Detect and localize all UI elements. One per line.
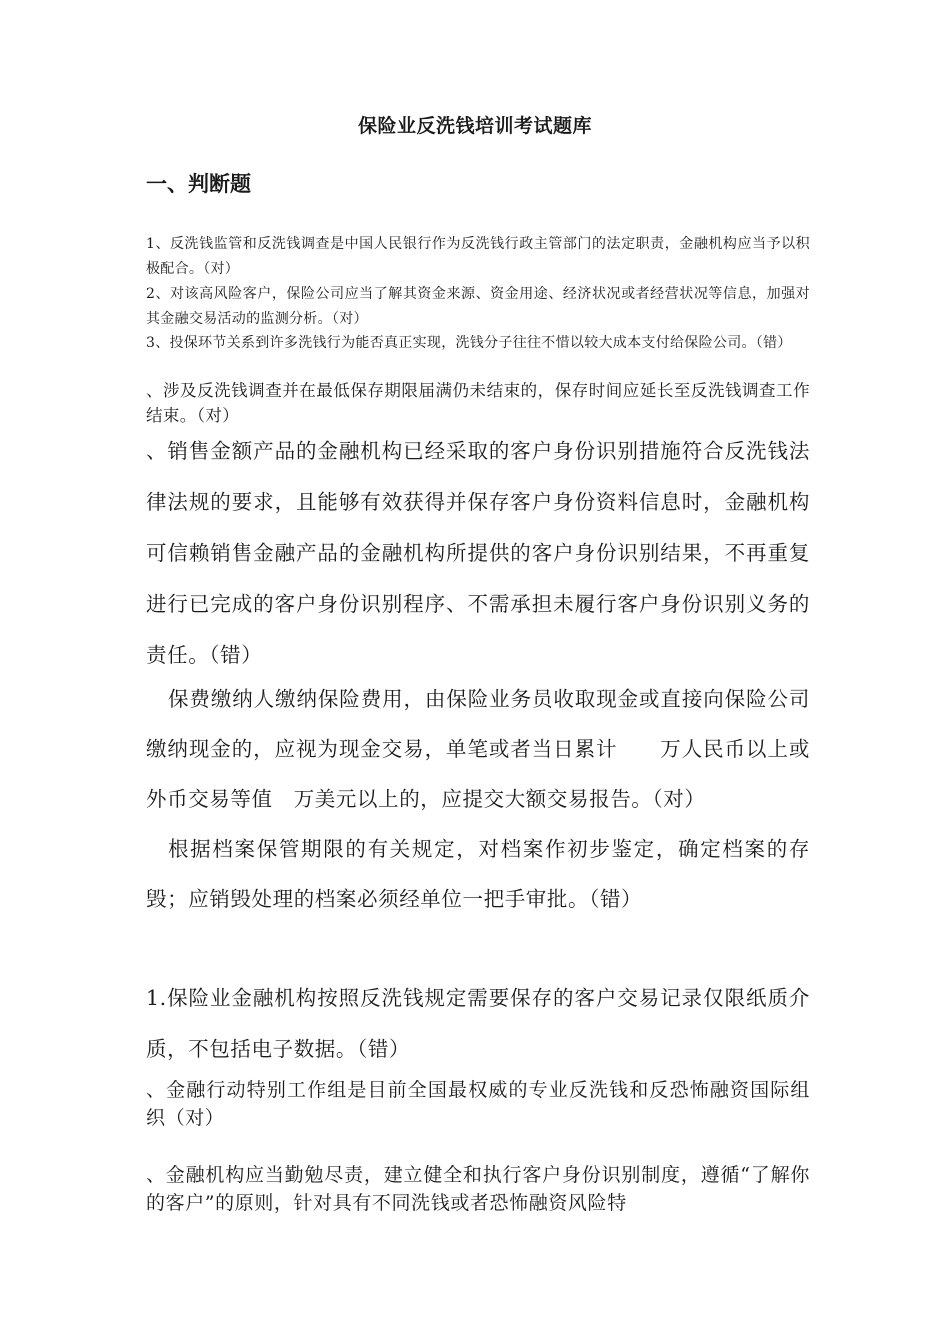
question-item: 保费缴纳人缴纳保险费用，由保险业务员收取现金或直接向保险公司缴纳现金的，应视为现金交易，单笔或者当日累计 万人民币以上或外币交易等值 万美元以上的，应提交大额交易报告。（对） xyxy=(146,687,810,811)
section-heading: 一、判断题 xyxy=(146,171,251,196)
question-item: 、金融机构应当勤勉尽责，建立健全和执行客户身份识别制度，遵循“了解你的客户”的原则，针对具有不同洗钱或者恐怖融资风险特 xyxy=(146,1164,810,1214)
question-item: 1、反洗钱监管和反洗钱调查是中国人民银行作为反洗钱行政主管部门的法定职责，金融机构应当予以积极配合。（对） xyxy=(146,236,810,277)
question-item: 、涉及反洗钱调查并在最低保存期限届满仍未结束的，保存时间应延长至反洗钱调查工作结束。（对） xyxy=(146,381,810,425)
question-item: 1.保险业金融机构按照反洗钱规定需要保存的客户交易记录仅限纸质介质，不包括电子数据。（错） xyxy=(146,986,810,1061)
question-item: 3、投保环节关系到许多洗钱行为能否真正实现，洗钱分子往往不惜以较大成本支付给保险公司。（错） xyxy=(146,335,792,351)
question-item: 根据档案保管期限的有关规定，对档案作初步鉴定，确定档案的存毁；应销毁处理的档案必须经单位一把手审批。（错） xyxy=(146,837,810,911)
document-title: 保险业反洗钱培训考试题库 xyxy=(357,115,592,137)
question-item: 2、对该高风险客户，保险公司应当了解其资金来源、资金用途、经济状况或者经营状况等信息，加强对其金融交易活动的监测分析。（对） xyxy=(146,286,810,327)
question-item: 、销售金额产品的金融机构已经采取的客户身份识别措施符合反洗钱法律法规的要求，且能够有效获得并保存客户身份资料信息时，金融机构可信赖销售金融产品的金融机构所提供的客户身份识别结果，不再重复进行已完成的客户身份识别程序、不需承担未履行客户身份识别义务的责任。（错） xyxy=(146,439,810,667)
question-item: 、金融行动特别工作组是目前全国最权威的专业反洗钱和反恐怖融资国际组织（对） xyxy=(146,1079,810,1129)
